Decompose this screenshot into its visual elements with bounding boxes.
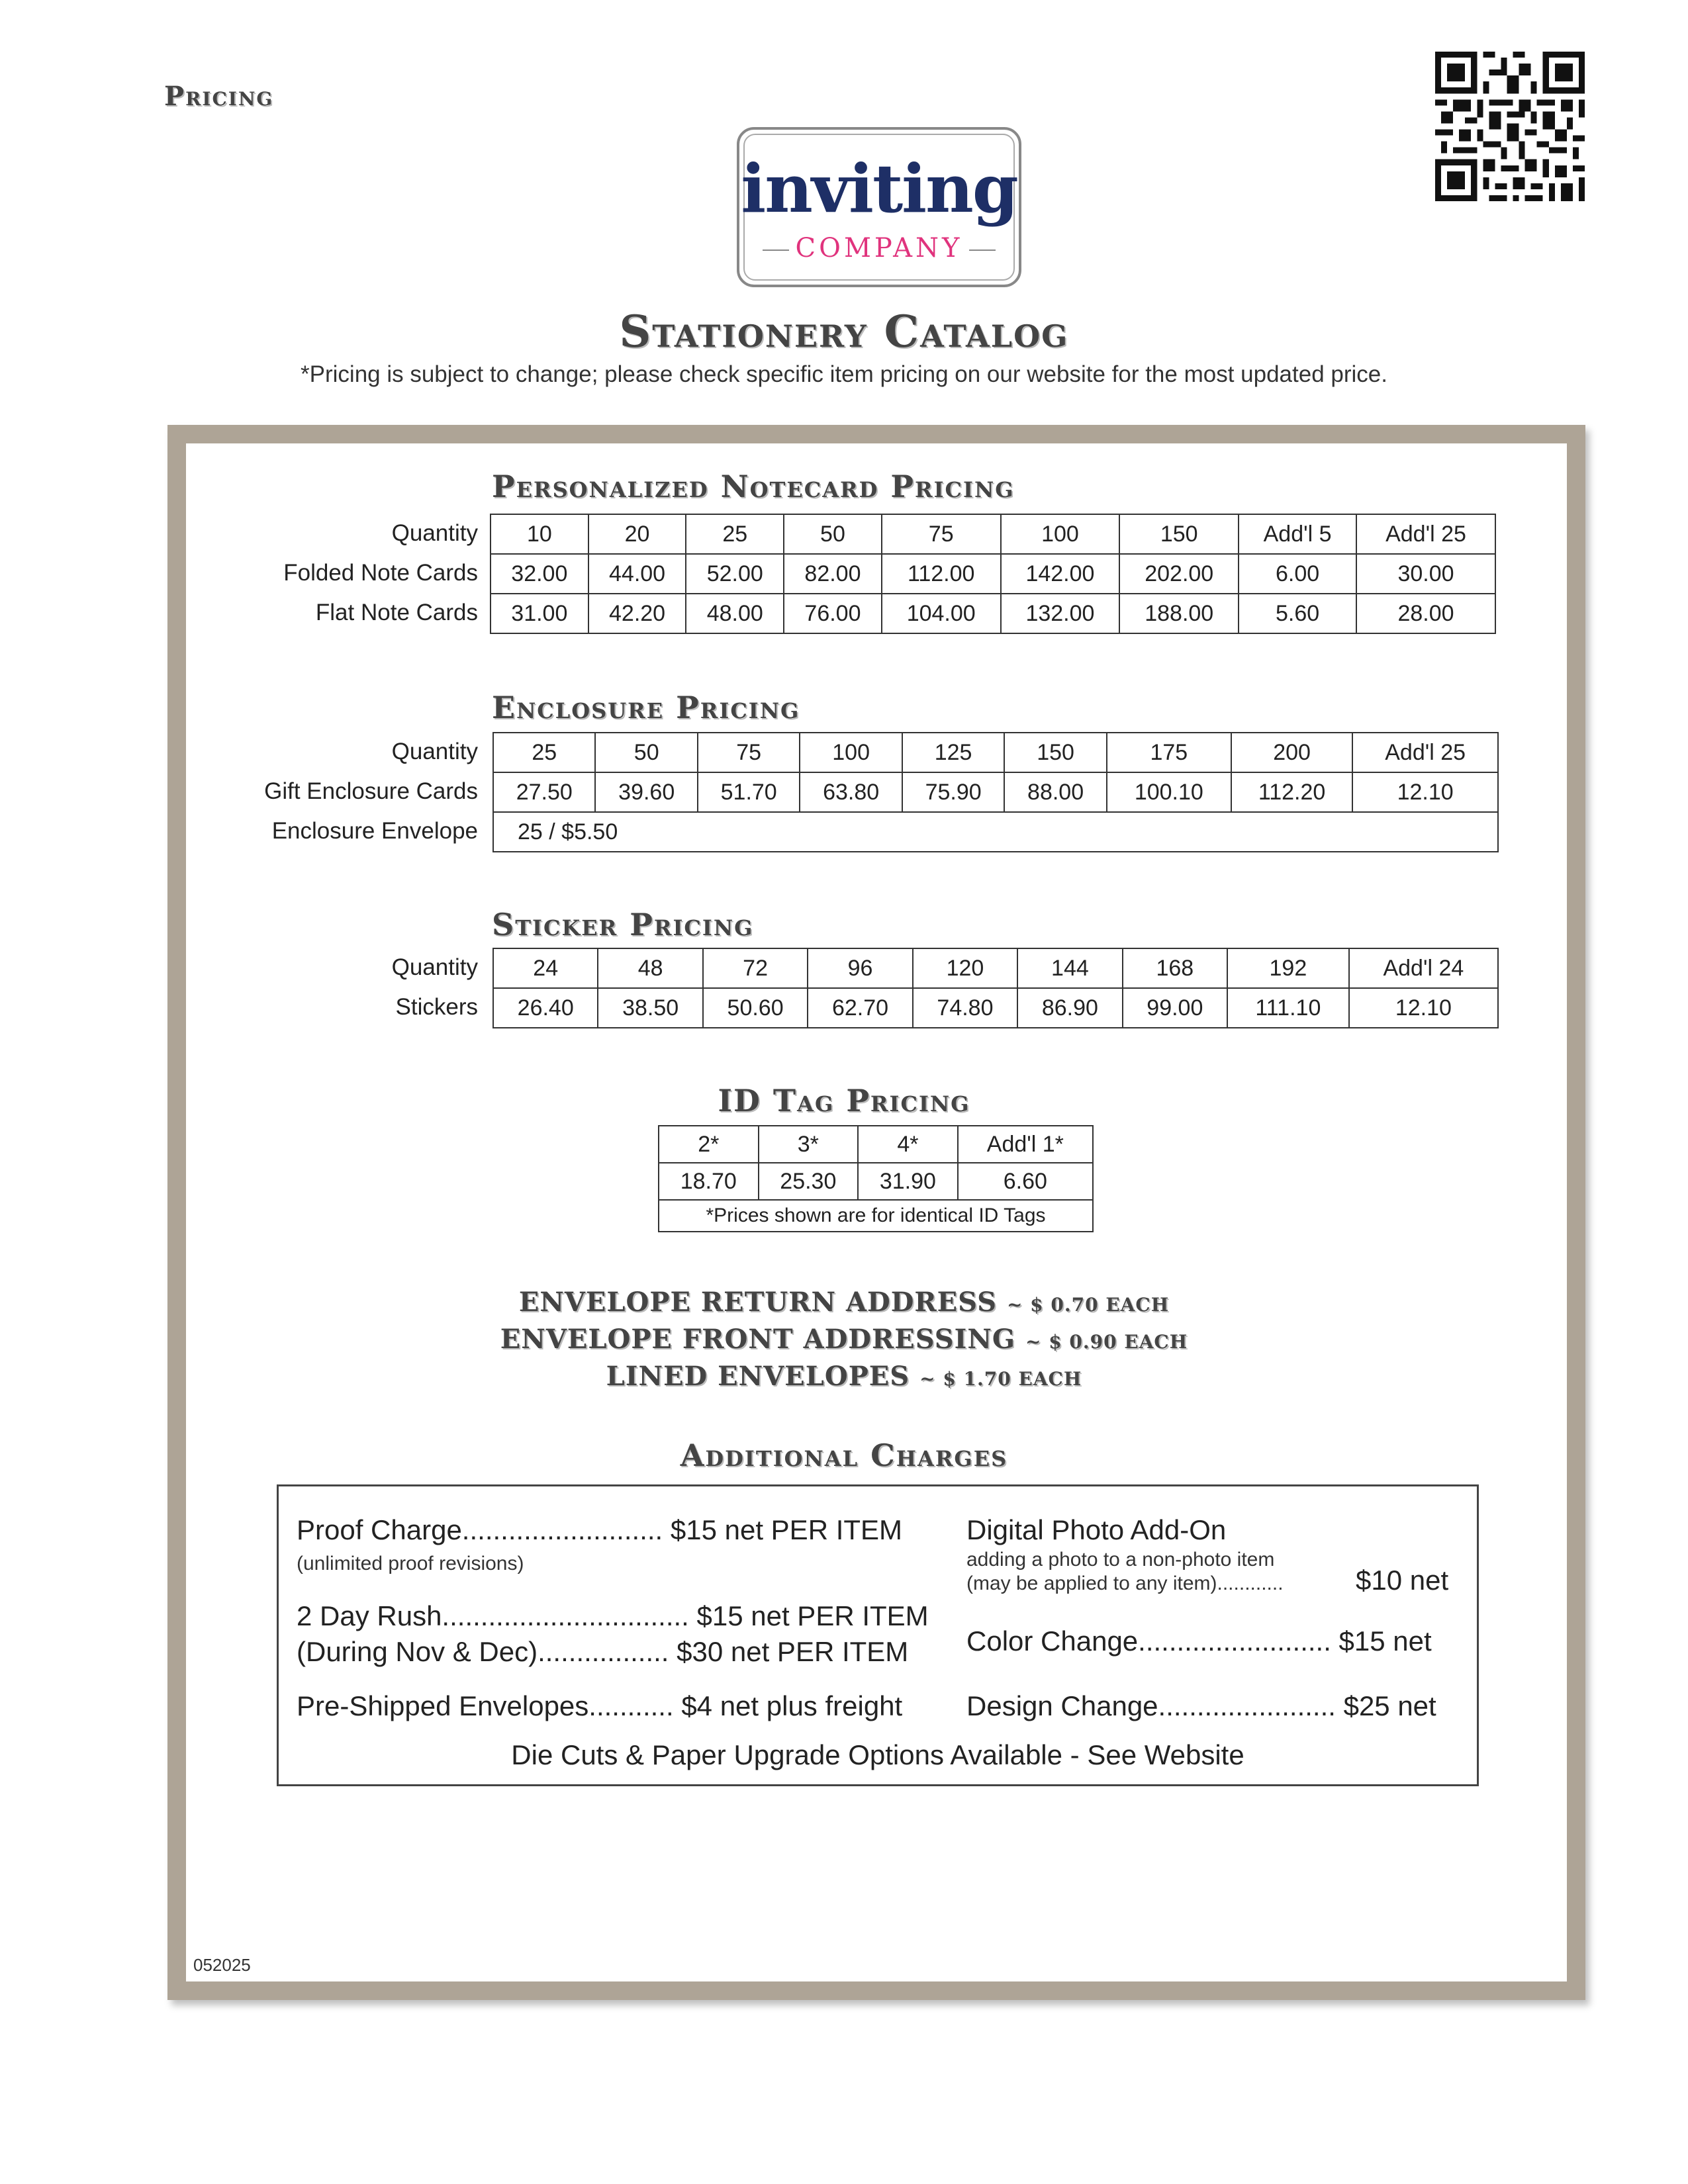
table-cell: Add'l 24: [1349, 948, 1498, 988]
pricing-disclaimer: *Pricing is subject to change; please check specific item pricing on our website for the most updated price.: [301, 361, 1387, 387]
photo-addon-title: Digital Photo Add-On: [966, 1514, 1227, 1545]
page-title: Stationery Catalog: [619, 306, 1069, 357]
sticker-label-stickers: Stickers: [395, 994, 478, 1020]
notecard-label-flat: Flat Note Cards: [315, 600, 478, 625]
table-cell: 202.00: [1119, 554, 1239, 594]
shipping-label: LINED ENVELOPES: [606, 1361, 910, 1392]
sticker-pricing-table: [492, 948, 1499, 1028]
page-section-label: Pricing: [164, 81, 274, 112]
photo-addon-note: (may be applied to any item)............: [966, 1572, 1284, 1594]
table-cell: 72: [703, 948, 808, 988]
table-cell: 100.10: [1107, 772, 1231, 812]
table-cell: 50.60: [703, 988, 808, 1028]
table-cell: 125: [902, 733, 1004, 772]
shipping-price: ~ $ 1.70 EACH: [919, 1368, 1082, 1390]
table-cell: 99.00: [1123, 988, 1227, 1028]
table-cell: 192: [1227, 948, 1349, 988]
shipping-line: [0, 1287, 1688, 1318]
table-cell: 150: [1004, 733, 1106, 772]
table-cell: 31.90: [858, 1163, 958, 1200]
table-cell: 76.00: [784, 594, 882, 633]
table-cell: 48: [598, 948, 702, 988]
idtag-pricing-table: [658, 1125, 1094, 1232]
photo-addon-price: $10 net: [1356, 1565, 1449, 1596]
sticker-label-quantity: Quantity: [391, 954, 478, 980]
table-cell: 75: [882, 514, 1001, 554]
table-cell: 63.80: [800, 772, 902, 812]
color-change-charge: Color Change......................... $15 net: [966, 1625, 1432, 1657]
table-cell: 100: [1001, 514, 1120, 554]
table-cell: 52.00: [686, 554, 784, 594]
table-cell: 24: [493, 948, 598, 988]
table-cell: 100: [800, 733, 902, 772]
design-change-charge: Design Change....................... $25 net: [966, 1690, 1436, 1721]
qr-code-icon: [1435, 52, 1585, 201]
table-cell: Add'l 1*: [958, 1126, 1093, 1163]
table-cell: 31.00: [491, 594, 588, 633]
table-cell: 112.00: [882, 554, 1001, 594]
table-cell: 48.00: [686, 594, 784, 633]
table-cell: Add'l 25: [1352, 733, 1498, 772]
table-cell: 25: [686, 514, 784, 554]
table-cell: 168: [1123, 948, 1227, 988]
table-cell: Add'l 25: [1356, 514, 1495, 554]
table-cell: 74.80: [913, 988, 1017, 1028]
proof-note: (unlimited proof revisions): [297, 1553, 524, 1574]
logo-word: inviting: [741, 150, 1017, 228]
photo-addon-note: adding a photo to a non-photo item: [966, 1549, 1275, 1570]
table-cell: 42.20: [588, 594, 686, 633]
idtag-section-title: ID Tag Pricing: [718, 1083, 970, 1118]
charges-section-title: Additional Charges: [680, 1437, 1008, 1473]
table-cell: 82.00: [784, 554, 882, 594]
enclosure-label-cards: Gift Enclosure Cards: [264, 778, 478, 804]
document-code: 052025: [193, 1955, 251, 1975]
table-cell: 188.00: [1119, 594, 1239, 633]
table-cell: 25.30: [759, 1163, 859, 1200]
enclosure-section-title: Enclosure Pricing: [492, 690, 800, 725]
table-cell: 144: [1017, 948, 1122, 988]
enclosure-label-quantity: Quantity: [391, 739, 478, 764]
table-cell: 20: [588, 514, 686, 554]
table-cell: 50: [595, 733, 697, 772]
notecard-label-folded: Folded Note Cards: [283, 560, 478, 586]
table-cell: 111.10: [1227, 988, 1349, 1028]
rush-holiday-charge: (During Nov & Dec)................. $30 net PER ITEM: [297, 1636, 909, 1667]
shipping-line: [0, 1324, 1688, 1355]
table-cell: 6.60: [958, 1163, 1093, 1200]
table-cell: 10: [491, 514, 588, 554]
notecard-label-quantity: Quantity: [391, 520, 478, 546]
rush-charge: 2 Day Rush................................ $15 net PER ITEM: [297, 1600, 929, 1631]
table-cell: 132.00: [1001, 594, 1120, 633]
pre-shipped-charge: Pre-Shipped Envelopes........... $4 net plus freight: [297, 1690, 903, 1721]
table-cell: 5.60: [1239, 594, 1356, 633]
table-cell: 25: [493, 733, 595, 772]
die-cuts-note: Die Cuts & Paper Upgrade Options Available - See Website: [511, 1739, 1244, 1770]
table-cell: 4*: [858, 1126, 958, 1163]
notecard-pricing-table: [490, 514, 1496, 634]
notecard-section-title: Personalized Notecard Pricing: [492, 469, 1015, 504]
table-cell: 12.10: [1352, 772, 1498, 812]
table-cell: 104.00: [882, 594, 1001, 633]
logo-subtitle: COMPANY: [737, 233, 1021, 263]
table-cell: 44.00: [588, 554, 686, 594]
table-cell: 120: [913, 948, 1017, 988]
table-cell: 26.40: [493, 988, 598, 1028]
table-cell: 39.60: [595, 772, 697, 812]
table-cell: 30.00: [1356, 554, 1495, 594]
sticker-section-title: Sticker Pricing: [492, 907, 754, 942]
table-cell: 38.50: [598, 988, 702, 1028]
shipping-label: ENVELOPE FRONT ADDRESSING: [500, 1324, 1016, 1355]
table-cell: 88.00: [1004, 772, 1106, 812]
table-cell: 32.00: [491, 554, 588, 594]
enclosure-envelope-value: 25 / $5.50: [493, 812, 1498, 852]
table-cell: 50: [784, 514, 882, 554]
table-cell: 75: [698, 733, 800, 772]
table-cell: 18.70: [659, 1163, 759, 1200]
table-cell: Add'l 5: [1239, 514, 1356, 554]
table-cell: 112.20: [1231, 772, 1353, 812]
enclosure-pricing-table: [492, 732, 1499, 852]
table-cell: 200: [1231, 733, 1353, 772]
shipping-price: ~ $ 0.70 EACH: [1006, 1294, 1170, 1316]
table-cell: 62.70: [808, 988, 912, 1028]
table-cell: 12.10: [1349, 988, 1498, 1028]
table-cell: 27.50: [493, 772, 595, 812]
idtag-note: *Prices shown are for identical ID Tags: [659, 1200, 1093, 1232]
table-cell: 96: [808, 948, 912, 988]
shipping-line: [0, 1361, 1688, 1392]
table-cell: 3*: [759, 1126, 859, 1163]
table-cell: 6.00: [1239, 554, 1356, 594]
company-logo: [737, 127, 1021, 287]
table-cell: 51.70: [698, 772, 800, 812]
shipping-label: ENVELOPE RETURN ADDRESS: [518, 1287, 998, 1318]
table-cell: 175: [1107, 733, 1231, 772]
table-cell: 2*: [659, 1126, 759, 1163]
shipping-price: ~ $ 0.90 EACH: [1025, 1331, 1188, 1353]
table-cell: 28.00: [1356, 594, 1495, 633]
table-cell: 150: [1119, 514, 1239, 554]
table-cell: 86.90: [1017, 988, 1122, 1028]
enclosure-label-envelope: Enclosure Envelope: [271, 818, 478, 844]
proof-charge: Proof Charge.......................... $15 net PER ITEM: [297, 1514, 903, 1545]
table-cell: 142.00: [1001, 554, 1120, 594]
table-cell: 75.90: [902, 772, 1004, 812]
